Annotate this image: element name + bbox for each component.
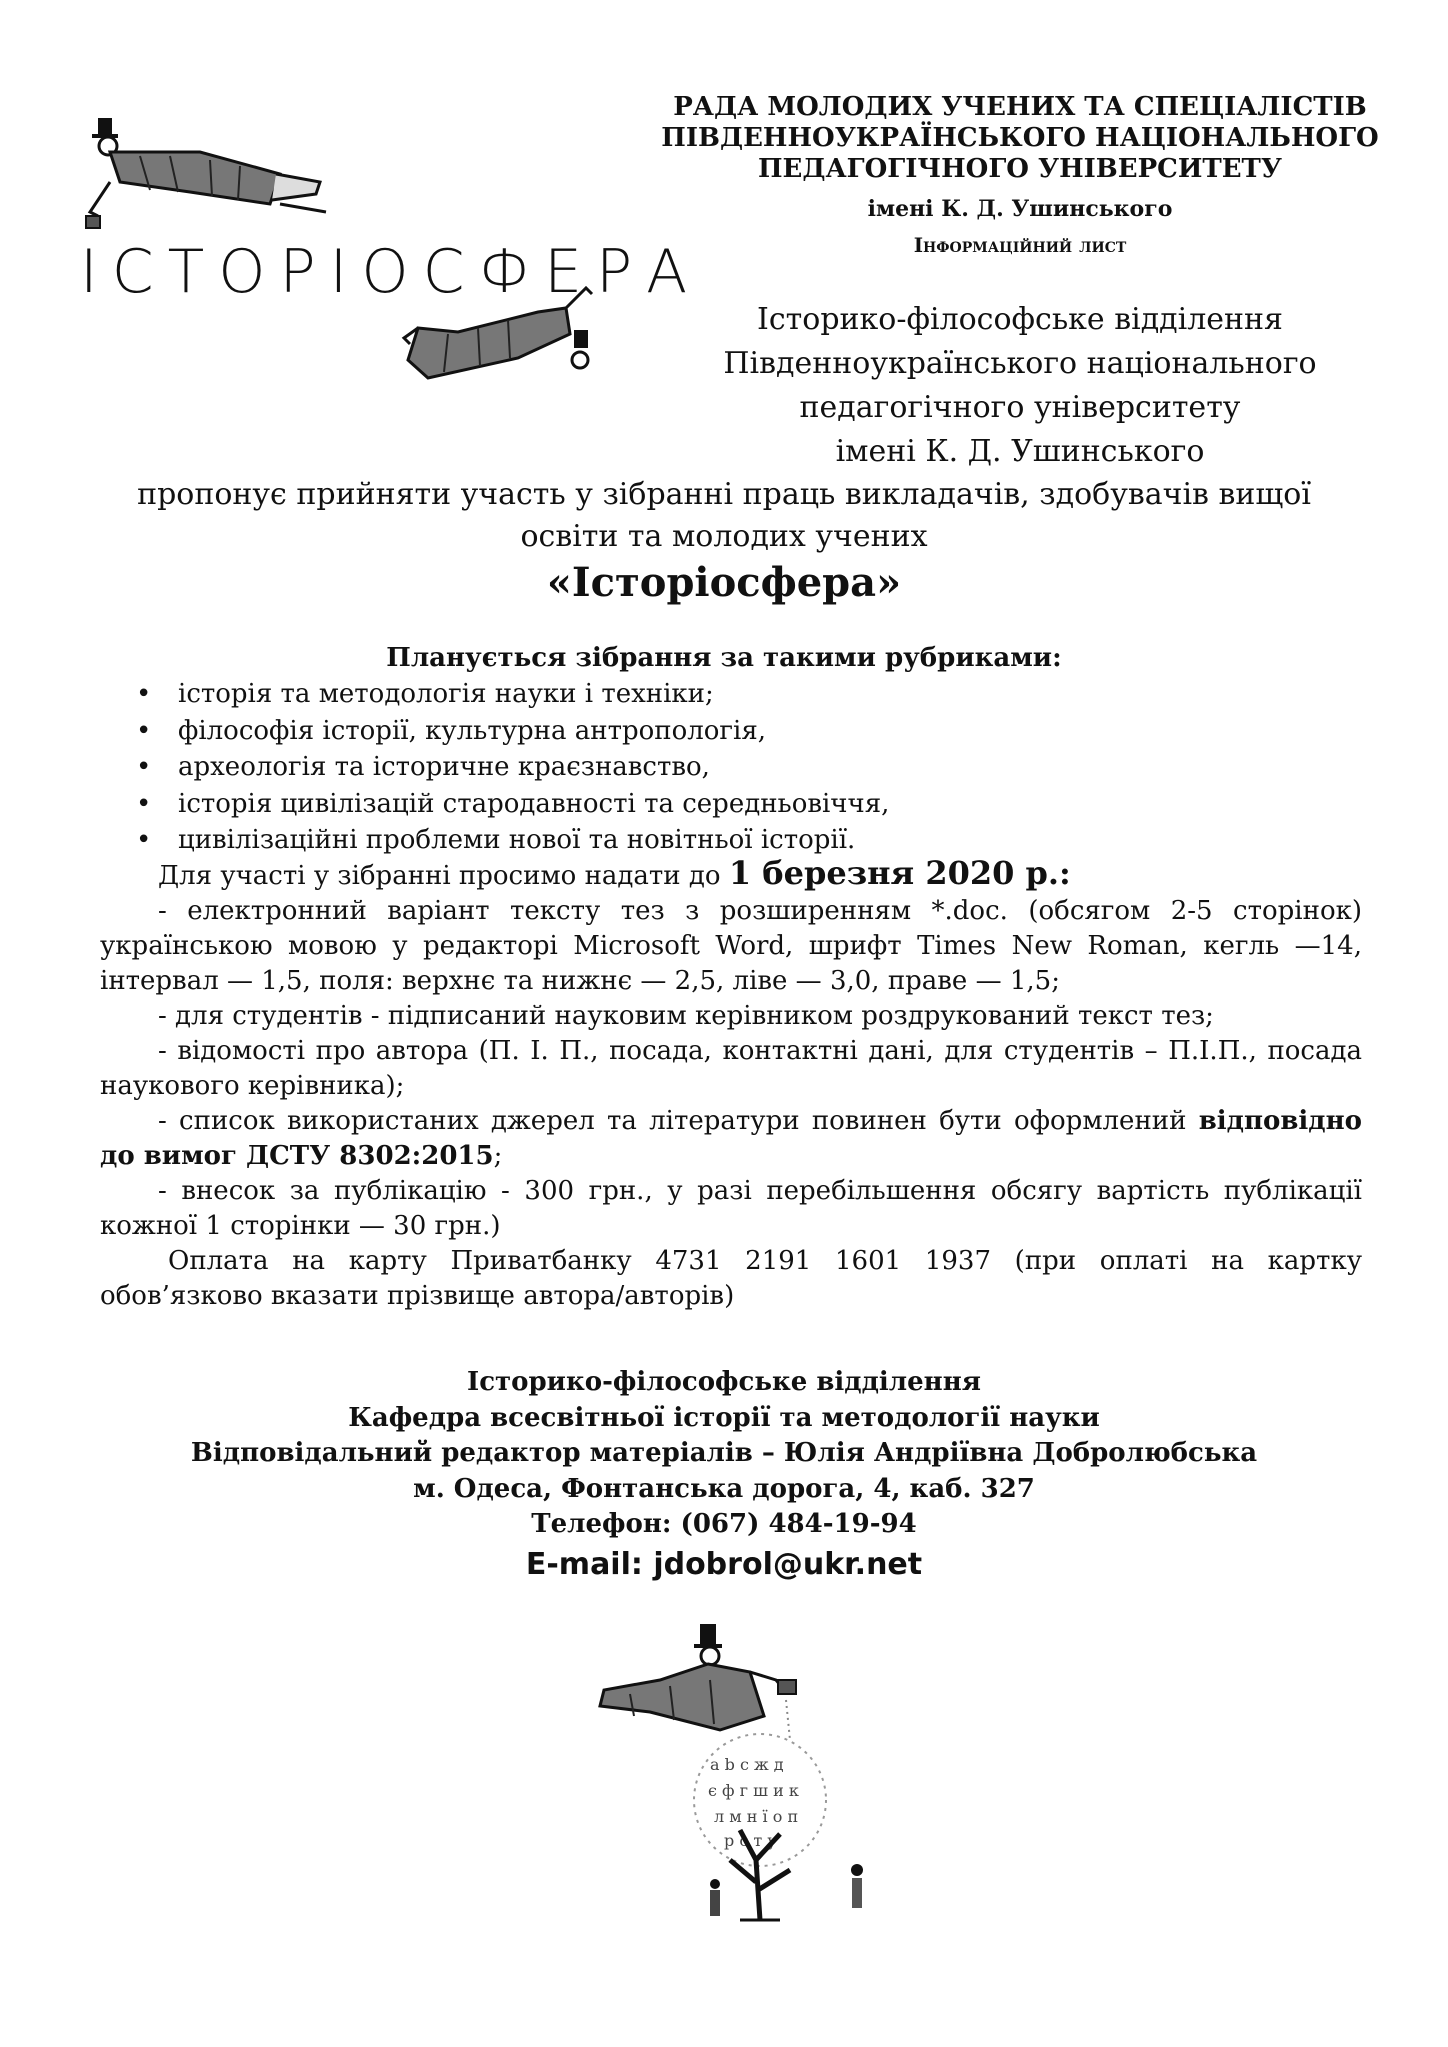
organization-header [640,92,1400,185]
rubrics-heading: Планується зібрання за такими рубриками: [386,643,1062,673]
department-line-4: імені К. Д. Ушинського [835,434,1205,469]
info-letter-label: Інформаційний лист [913,233,1127,257]
invitation-line-2: освіти та молодих учених [520,519,928,554]
requirement-item: - електронний варіант тексту тез з розширенням *.doc. (обсягом 2-5 сторінок) українською мовою у редакторі Microsoft Word, шрифт Times New Roman, кегль —14, інтервал — 1,5, поля: верхнє та нижнє — 2,5, ліве — 3,0, праве — 1,5; [100,896,1362,996]
svg-text:л м н ї о п: л м н ї о п [714,1807,799,1826]
org-line-2: ПІВДЕННОУКРАЇНСЬКОГО НАЦІОНАЛЬНОГО [661,123,1379,153]
rubric-item: • історія та методологія науки і техніки; [136,676,1386,713]
org-line-1: РАДА МОЛОДИХ УЧЕНИХ ТА СПЕЦІАЛІСТІВ [673,92,1367,122]
flying-man-illustration-top [80,112,340,252]
rubric-item: • історія цивілізацій стародавності та середньовіччя, [136,786,1386,823]
rubrics-list [136,676,1386,859]
department-block [620,298,1420,474]
university-name-line: імені К. Д. Ушинського [867,196,1173,222]
contacts-block [0,1365,1448,1582]
payment-info: Оплата на карту Приватбанку 4731 2191 1601 1937 (при оплаті на картку обов’язково вказати прізвище автора/авторів) [100,1246,1362,1311]
contacts-editor: Відповідальний редактор матеріалів – Юлія Андріївна Добролюбська [190,1438,1258,1468]
requirement-item: - відомості про автора (П. І. П., посада, контактні дані, для студентів – П.І.П., посада наукового керівника); [100,1036,1362,1101]
contacts-address: м. Одеса, Фонтанська дорога, 4, каб. 327 [413,1473,1035,1504]
requirement-item: - внесок за публікацію - 300 грн., у разі перебільшення обсягу вартість публікації кожної 1 сторінки — 30 грн.) [100,1176,1362,1241]
rubric-item: • філософія історії, культурна антропологія, [136,713,1386,750]
invitation-line-1: пропонує прийняти участь у зібранні праць викладачів, здобувачів вищої [137,477,1311,512]
requirement-item: - для студентів - підписаний науковим керівником роздрукований текст тез; [158,1001,1214,1031]
department-line-1: Історико-філософське відділення [757,302,1283,337]
rubric-item: • археологія та історичне краєзнавство, [136,749,1386,786]
requirement-text: - список використаних джерел та літератури повинен бути оформлений [158,1106,1199,1136]
dstu-standard: відповідно до вимог ДСТУ 8302:2015 [100,1106,1362,1171]
logo-wordmark: ІСТОРІОСФЕРА [80,237,702,307]
rubric-item: • цивілізаційні проблеми нової та новітньої історії. [136,822,1386,859]
department-line-2: Південноукраїнського національного [723,346,1317,381]
requirement-text-end: ; [493,1141,503,1171]
svg-text:є ф г ш и к: є ф г ш и к [708,1781,799,1800]
svg-text:р с т у: р с т у [724,1831,777,1850]
contacts-email: E-mail: jdobrol@ukr.net [525,1546,923,1582]
invitation-text [120,474,1328,558]
contacts-department: Історико-філософське відділення [467,1367,981,1397]
deadline-date: 1 березня 2020 р.: [728,854,1071,892]
requirement-item [100,1104,1362,1174]
org-line-3: ПЕДАГОГІЧНОГО УНІВЕРСИТЕТУ [757,154,1283,184]
requirements-section [100,856,1362,1314]
svg-text:a b c ж д: a b c ж д [710,1755,784,1774]
contacts-chair: Кафедра всесвітньої історії та методології науки [348,1402,1100,1433]
collection-title: «Історіосфера» [546,559,902,606]
requirements-intro-text: Для участі у зібранні просимо надати до [158,861,729,891]
requirements-intro [100,856,1362,894]
letter-tree-illustration [590,1620,900,1940]
contacts-phone: Телефон: (067) 484-19-94 [531,1509,917,1539]
department-line-3: педагогічного університету [799,390,1241,425]
flying-man-illustration-middle [398,268,598,398]
